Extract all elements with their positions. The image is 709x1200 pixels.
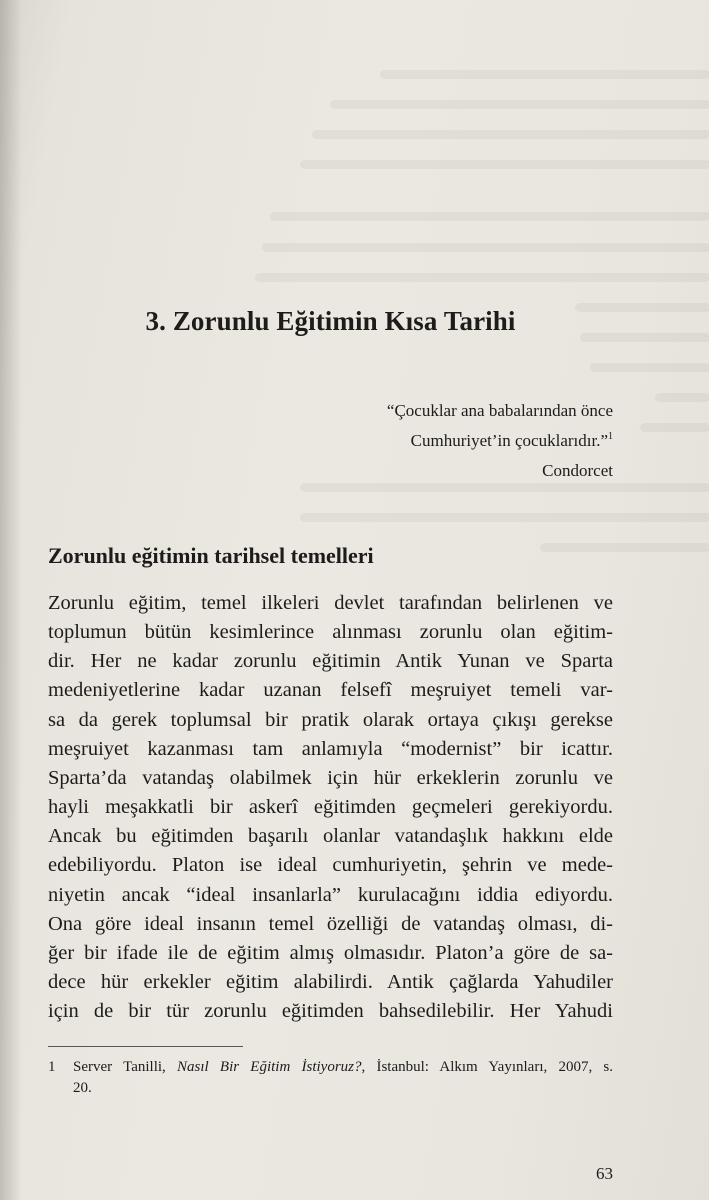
- epigraph-line: [387, 424, 613, 454]
- epigraph-author: Condorcet: [542, 461, 613, 480]
- footnote-publication: , İstanbul: Alkım Yayınları, 2007, s.: [361, 1059, 614, 1075]
- paragraph-line: Ona göre ideal insanın temel özelliği de vatandaş olması, di-: [48, 912, 613, 935]
- epigraph-line: “Çocuklar ana babalarından önce: [386, 401, 613, 420]
- footnote-book-title: Nasıl Bir Eğitim İstiyoruz?: [177, 1059, 362, 1075]
- paragraph-line: için de bir tür zorunlu eğitimden bahsedilebilir. Her Yahudi: [48, 1000, 613, 1023]
- footnote-text: [73, 1057, 613, 1099]
- body-paragraph: [48, 589, 613, 1026]
- epigraph: [387, 398, 613, 484]
- paragraph-line: Ancak bu eğitimden başarılı olanlar vatandaşlık hakkını elde: [48, 825, 613, 848]
- paragraph-line: sa da gerek toplumsal bir pratik olarak ortaya çıkışı gerekse: [48, 708, 613, 731]
- paragraph-line: edebiliyordu. Platon ise ideal cumhuriyetin, şehrin ve mede-: [48, 854, 613, 877]
- footnote: [48, 1057, 613, 1099]
- paragraph-line: dir. Her ne kadar zorunlu eğitimin Antik Yunan ve Sparta: [48, 650, 613, 673]
- footnote-line: 20.: [73, 1080, 92, 1096]
- paragraph-line: Sparta’da vatandaş olabilmek için hür erkeklerin zorunlu ve: [48, 766, 613, 789]
- paragraph-line: toplumun bütün kesimlerince alınması zorunlu olan eğitim-: [48, 621, 613, 644]
- footnote-author: Server Tanilli,: [73, 1059, 166, 1075]
- paragraph-line: Zorunlu eğitim, temel ilkeleri devlet tarafından belirlenen ve: [48, 592, 613, 614]
- paragraph-line: dece hür erkekler eğitim alabilirdi. Antik çağlarda Yahudiler: [48, 971, 613, 994]
- footnote-divider: [48, 1046, 243, 1047]
- paragraph-line: medeniyetlerine kadar uzanan felsefî meşruiyet temeli var-: [48, 679, 613, 702]
- paragraph-line: niyetin ancak “ideal insanlarla” kurulacağını iddia ediyordu.: [48, 883, 613, 906]
- page-gutter-shadow: [0, 0, 22, 1200]
- chapter-title: 3. Zorunlu Eğitimin Kısa Tarihi: [145, 306, 516, 336]
- footnote-number: 1: [48, 1059, 56, 1075]
- paragraph-line: ğer bir ifade ile de eğitim almış olmasıdır. Platon’a göre de sa-: [48, 941, 613, 964]
- footnote-line: [73, 1057, 613, 1078]
- epigraph-line-text: Cumhuriyet’in çocuklarıdır.”: [410, 431, 608, 450]
- footnote-reference: 1: [608, 431, 613, 442]
- section-heading: Zorunlu eğitimin tarihsel temelleri: [48, 543, 374, 568]
- paragraph-line: meşruiyet kazanması tam anlamıyla “modernist” bir icattır.: [48, 737, 613, 760]
- page-number: 63: [596, 1164, 613, 1183]
- paragraph-line: hayli meşakkatli bir askerî eğitimden geçmeleri gerekiyordu.: [48, 796, 613, 819]
- book-page: [48, 0, 613, 1200]
